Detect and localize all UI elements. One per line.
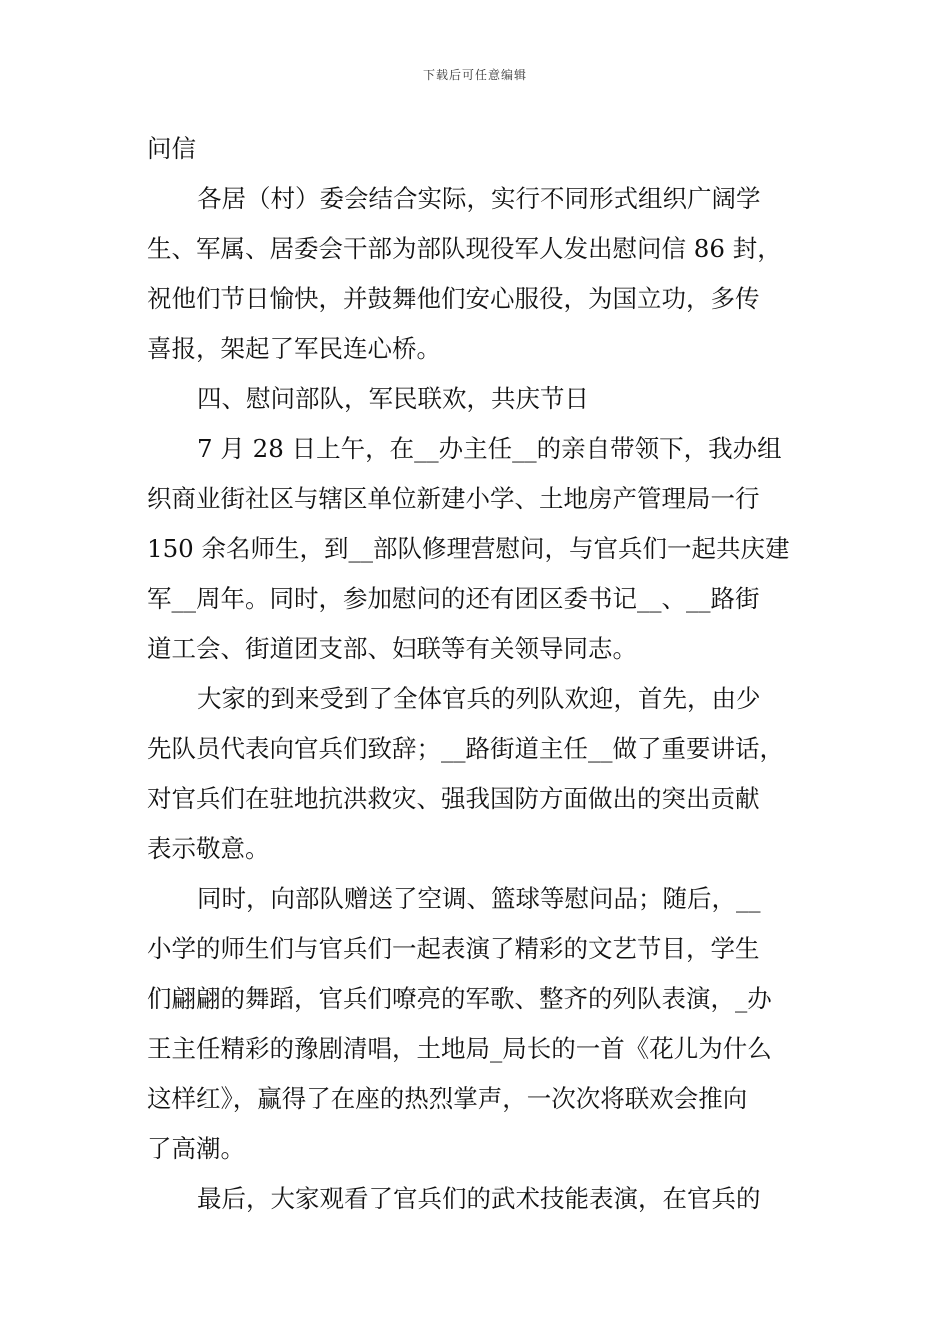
text-line: 喜报，架起了军民连心桥。 [147, 334, 441, 363]
text-line: 最后，大家观看了官兵们的武术技能表演，在官兵的 [197, 1184, 761, 1213]
text-line: 对官兵们在驻地抗洪救灾、强我国防方面做出的突出贡献 [147, 784, 760, 813]
page-header: 下载后可任意编辑 [422, 68, 527, 82]
text-line: 问信 [147, 134, 196, 163]
text-line: 道工会、街道团支部、妇联等有关领导同志。 [147, 634, 637, 663]
text-line: 这样红》，赢得了在座的热烈掌声，一次次将联欢会推向 [147, 1084, 748, 1113]
text-line: 各居（村）委会结合实际，实行不同形式组织广阔学 [197, 184, 761, 213]
text-line: 织商业街社区与辖区单位新建小学、土地房产管理局一行 [147, 484, 760, 513]
text-line: 王主任精彩的豫剧清唱，土地局_局长的一首《花儿为什么 [147, 1034, 772, 1063]
text-line: 150 余名师生，到__部队修理营慰问，与官兵们一起共庆建 [147, 534, 790, 563]
text-line: 祝他们节日愉快，并鼓舞他们安心服役，为国立功，多传 [147, 284, 760, 313]
document-body [147, 124, 807, 1224]
text-line: 同时，向部队赠送了空调、篮球等慰问品；随后，__ [197, 884, 761, 913]
section-heading: 四、慰问部队，军民联欢，共庆节日 [197, 384, 589, 413]
text-line: 军__周年。同时，参加慰问的还有团区委书记__、__路街 [147, 584, 760, 613]
text-line: 大家的到来受到了全体官兵的列队欢迎，首先，由少 [197, 684, 761, 713]
text-line: 生、军属、居委会干部为部队现役军人发出慰问信 86 封， [147, 234, 782, 263]
text-line: 7 月 28 日上午，在__办主任__的亲自带领下，我办组 [197, 434, 782, 463]
text-line: 了高潮。 [147, 1134, 245, 1163]
text-line: 表示敬意。 [147, 834, 270, 863]
text-line: 小学的师生们与官兵们一起表演了精彩的文艺节目，学生 [147, 934, 760, 963]
text-line: 们翩翩的舞蹈，官兵们嘹亮的军歌、整齐的列队表演，_办 [147, 984, 772, 1013]
text-line: 先队员代表向官兵们致辞；__路街道主任__做了重要讲话， [147, 734, 784, 763]
